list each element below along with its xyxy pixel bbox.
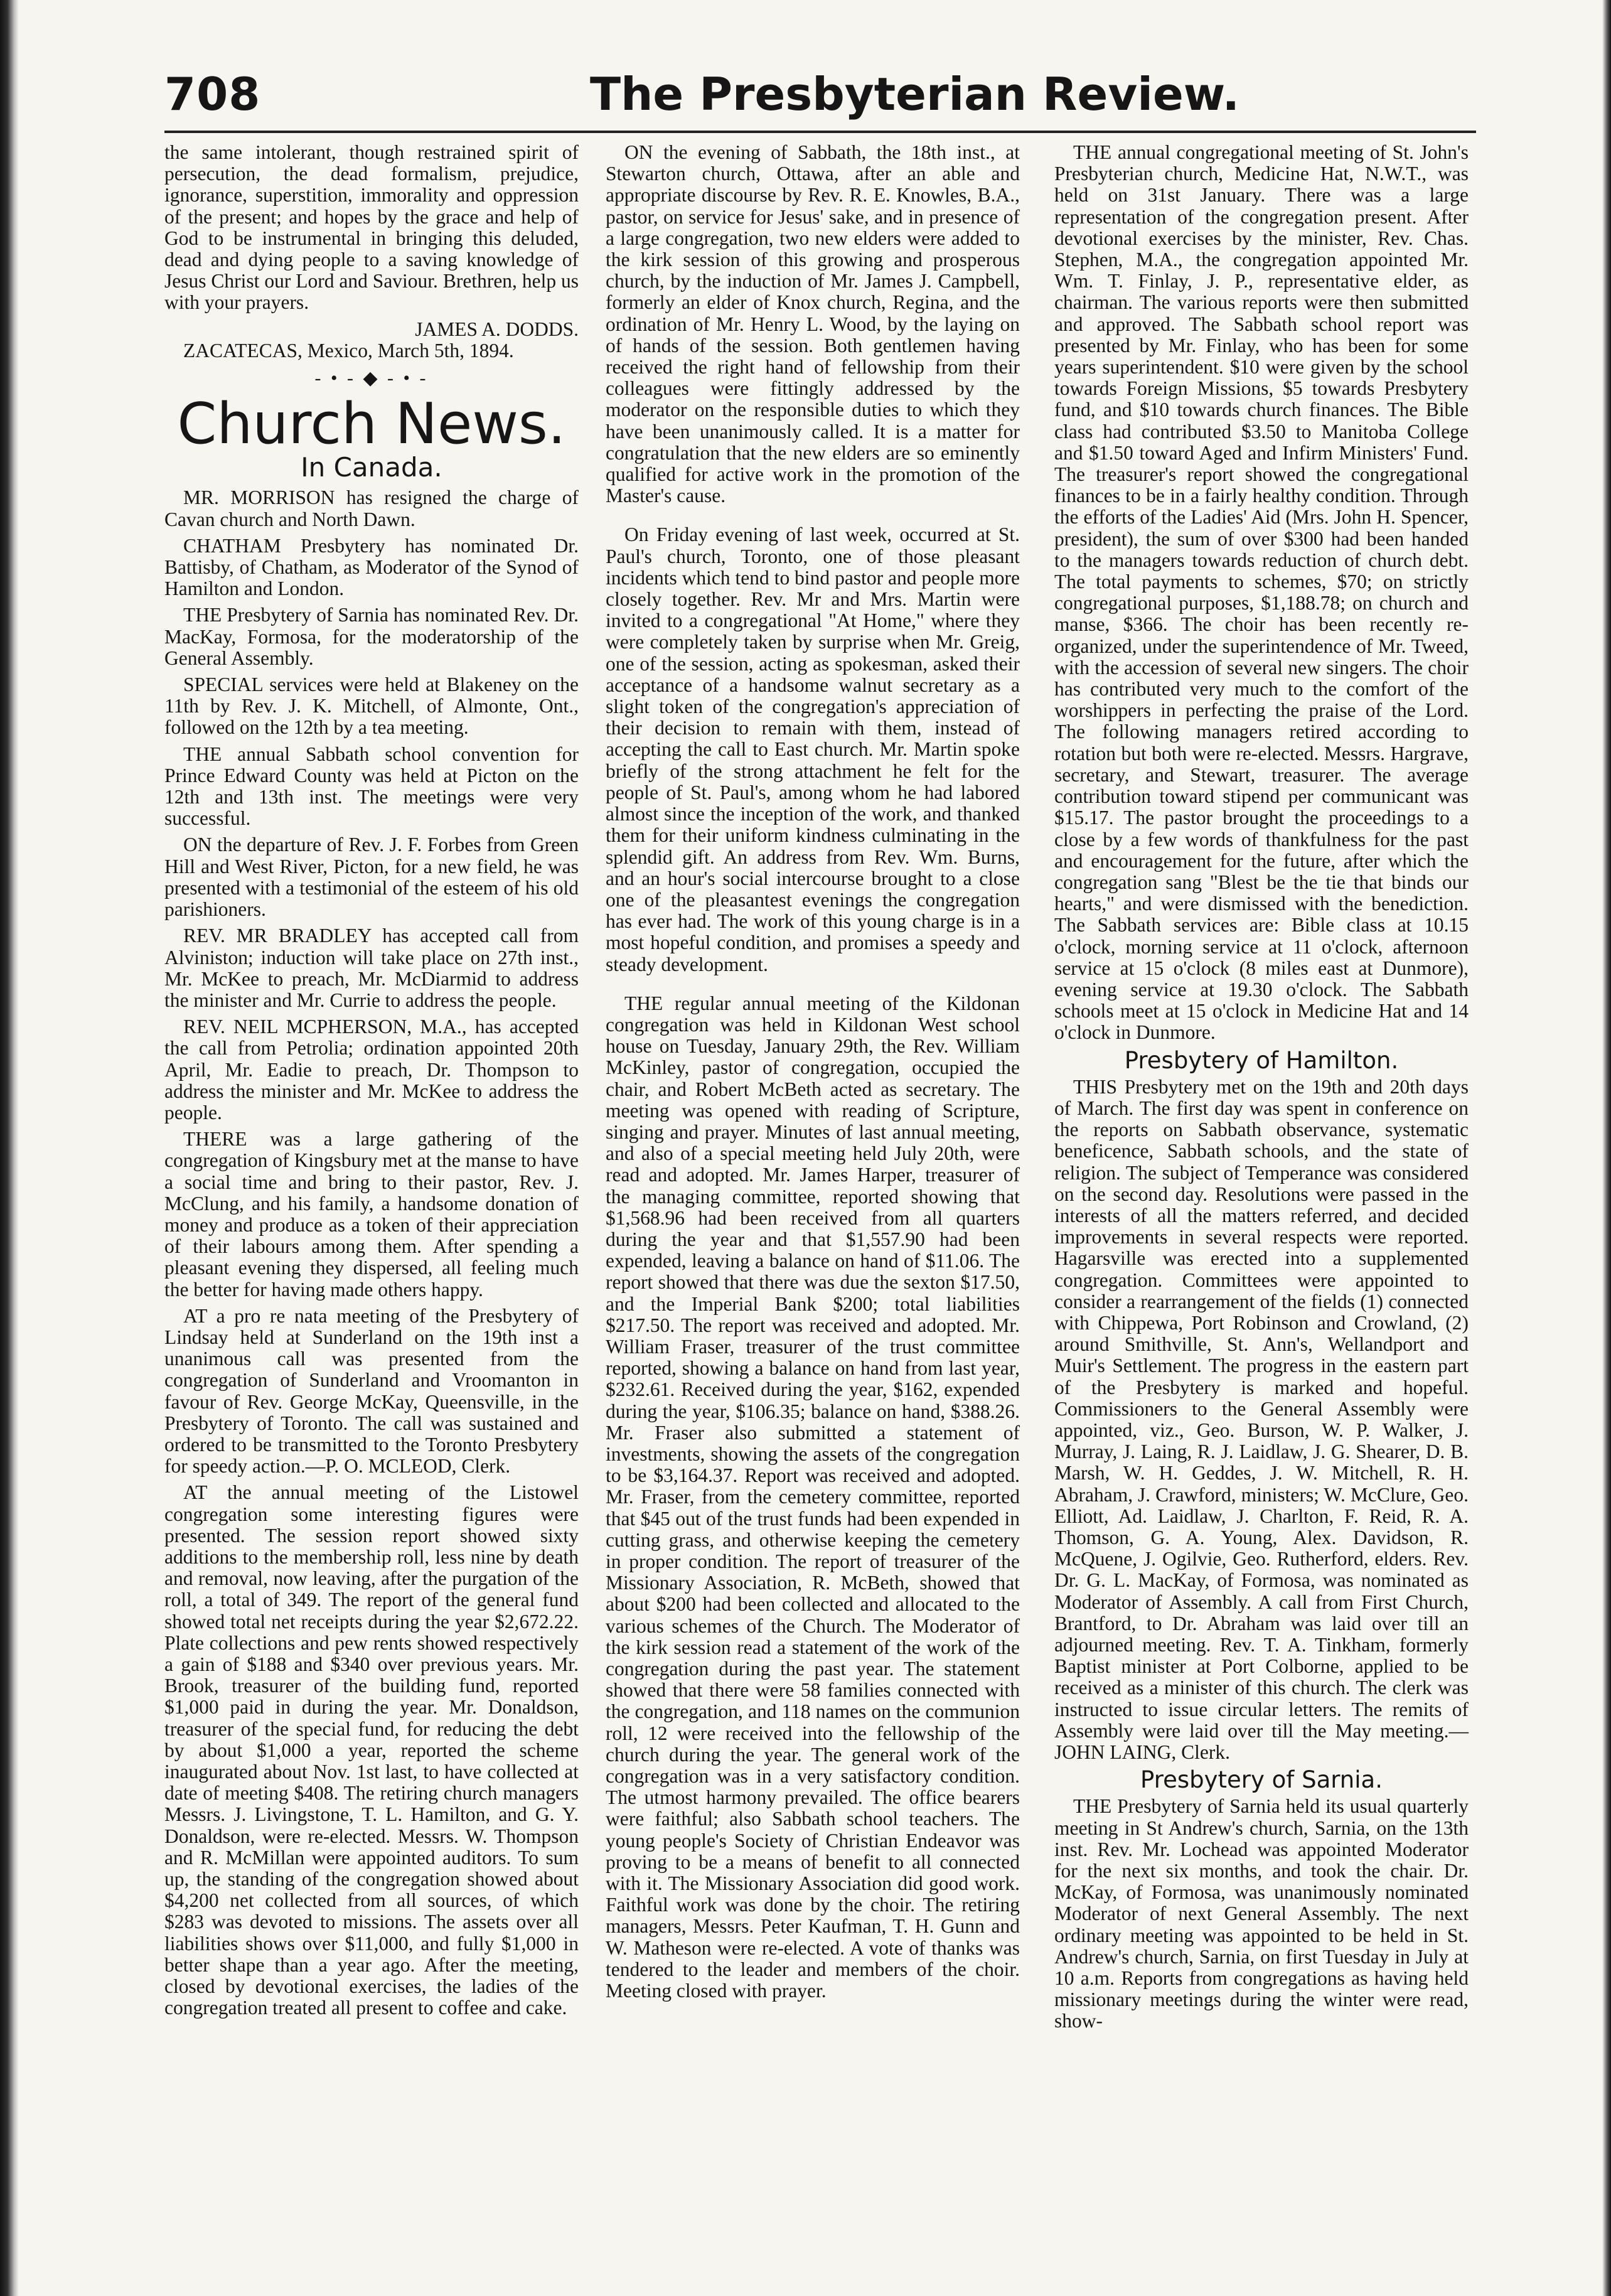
column-1-intro: the same intolerant, though restrained spirit of persecution, the dead formalism, prejudice, ignorance, superstition, immorality and oppression of the present; and hopes by the grace and help of God to be instrumental in bringing this deluded, dead and dying people to a saving knowledge of Jesus Christ our Lord and Saviour. Brethren, help us with your prayers. [164,141,579,314]
scan-right-edge [1602,0,1611,2296]
hamilton-heading: Presbytery of Hamilton. [1124,1046,1399,1074]
section-title: Church News. [177,391,566,458]
scan-left-edge [0,0,19,2296]
sarnia-report: THE Presbytery of Sarnia held its usual quarterly meeting in St Andrew's church, Sarnia, on the 13th inst. Rev. Mr. Lochead was appointed Moderator for the next six months, and took the chair. Dr. McKay, of Formosa, was unanimously nominated Moderator of next General Assembly. The next ordinary meeting was appointed to be held in St. Andrew's church, Sarnia, on first Tuesday in July at 10 a.m. Reports from congregations as having held missionary meetings during the winter were read, show- [1054,1795,1469,2032]
news-item: MR. MORRISON has resigned the charge of Cavan church and North Dawn. [164,486,579,530]
news-item: On Friday evening of last week, occurred at St. Paul's church, Toronto, one of those pleasant incidents which tend to bind pastor and people more closely together. Rev. Mr and Mrs. Martin were invited to a congregational "At Home," where they were completely taken by surprise when Mr. Greig, one of the session, acting as spokesman, asked their acceptance of a handsome walnut secretary as a slight token of the congregation's appreciation of their decision to remain with them, instead of accepting the call to East church. Mr. Martin spoke briefly of the strong attachment he felt for the people of St. Paul's, among whom he had labored almost since the inception of the work, and thanked them for their uniform kindness culminating in the splendid gift. An address from Rev. Wm. Burns, and an hour's social intercourse brought to a close one of the pleasantest evenings the congregation has ever had. The work of this young charge is in a most hopeful condition, and promises a speedy and steady development. [606,523,1020,975]
news-item: ON the departure of Rev. J. F. Forbes from Green Hill and West River, Picton, for a new field, he was presented with a testimonial of the esteem of his old parishioners. [164,834,579,921]
hamilton-report: THIS Presbytery met on the 19th and 20th days of March. The first day was spent in conference on the reports on Sabbath observance, systematic beneficence, Sabbath schools, and the state of religion. The subject of Temperance was considered on the second day. Resolutions were passed in the interests of all the matters referred, and decided improvements in several respects were reported. Hagarsville was erected into a supplemented congregation. Committees were appointed to consider a rearrangement of the fields (1) connected with Chippewa, Port Robinson and Crowland, (2) around Smithville, St. Ann's, Wellandport and Muir's Settlement. The progress in the eastern part of the Presbytery is marked and hopeful. Commissioners to the General Assembly were appointed, viz., Geo. Burson, W. P. Walker, J. Murray, J. Laing, R. J. Laidlaw, J. G. Shearer, D. B. Marsh, W. H. Geddes, J. W. Mitchell, R. H. Abraham, J. Crawford, ministers; W. McClure, Geo. Elliott, Ad. Laidlaw, J. Charlton, F. Reid, R. A. Thomson, G. A. Young, Alex. Davidson, R. McQuene, J. Ogilvie, Geo. Rutherford, elders. Rev. Dr. G. L. MacKay, of Formosa, was nominated as Moderator of Assembly. A call from First Church, Brantford, to Dr. Abraham was laid over till an adjourned meeting. Rev. T. A. Tinkham, formerly Baptist minister at Port Colborne, applied to be received as a minister of this church. The clerk was instructed to issue circular letters. The remits of Assembly were laid over till the May meeting.—JOHN LAING, Clerk. [1054,1075,1469,1764]
news-item: AT the annual meeting of the Listowel congregation some interesting figures were presented. The session report showed sixty additions to the membership roll, less nine by death and removal, now leaving, after the purgation of the roll, a total of 349. The report of the general fund showed total net receipts during the year $2,672.22. Plate collections and pew rents showed respectively a gain of $188 and $340 over previous years. Mr. Brook, treasurer of the building fund, reported $1,000 paid in during the year. Mr. Donaldson, treasurer of the special fund, for reducing the debt by about $1,000 a year, reported the scheme inaugurated about Nov. 1st last, to have collected at date of meeting $408. The retiring church managers Messrs. J. Livingstone, T. L. Hamilton, and G. Y. Donaldson, were re-elected. Messrs. W. Thompson and R. McMillan were appointed auditors. To sum up, the standing of the congregation showed about $4,200 net collected from all sources, of which $283 was devoted to missions. The assets over all liabilities shows over $11,000, and fully $1,000 in better shape than a year ago. After the meeting, closed by devotional exercises, the ladies of the congregation treated all present to coffee and cake. [164,1481,579,2019]
dateline: ZACATECAS, Mexico, March 5th, 1894. [183,339,514,362]
column-3 [1054,142,1469,2037]
news-item: THE Presbytery of Sarnia has nominated Rev. Dr. MacKay, Formosa, for the moderatorship of the General Assembly. [164,604,579,669]
news-item: AT a pro re nata meeting of the Presbytery of Lindsay held at Sunderland on the 19th inst a unanimous call was presented from the congregation of Sunderland and Vroomanton in favour of Rev. George McKay, Queensville, in the Presbytery of Toronto. The call was sustained and ordered to be transmitted to the Toronto Presbytery for speedy action.—P. O. MCLEOD, Clerk. [164,1304,579,1478]
news-item: THE annual congregational meeting of St. John's Presbyterian church, Medicine Hat, N.W.T., was held on 31st January. There was a large representation of the congregation present. After devotional exercises by the minister, Rev. Chas. Stephen, M.A., the congregation appointed Mr. Wm. T. Finlay, J. P., representative elder, as chairman. The various reports were then submitted and approved. The Sabbath school report was presented by Mr. Finlay, who has been for some years superintendent. $10 were given by the school towards Foreign Missions, $5 towards Presbytery fund, and $10 towards church finances. The Bible class had contributed $3.50 to Manitoba College and $1.50 toward Aged and Infirm Ministers' Fund. The treasurer's report showed the congregational finances to be in a fairly healthy condition. Through the efforts of the Ladies' Aid (Mrs. John H. Spencer, president), the sum of over $300 had been handed to the managers towards reduction of church debt. The total payments to schemes, $70; on strictly congregational purposes, $1,188.78; on church and manse, $366. The choir has been recently re-organized, under the superintendence of Mr. Tweed, with the accession of several new singers. The choir has contributed very much to the comfort of the worshippers in perfecting the praise of the Lord. The following managers retired according to rotation but both were re-elected. Messrs. Hargrave, secretary, and Stewart, treasurer. The average contribution toward stipend per communicant was $15.17. The pastor brought the proceedings to a close by a few words of thankfulness for the past and encouragement for the future, after which the congregation sang "Blest be the tie that binds our hearts," and were dismissed with the benediction. The Sabbath services are: Bible class at 10.15 o'clock, morning service at 11 o'clock, afternoon service at 15 o'clock (8 miles east at Dunmore), evening service at 19.30 o'clock. The Sabbath schools meet at 15 o'clock in Medicine Hat and 14 o'clock in Dunmore. [1054,141,1469,1044]
news-item: SPECIAL services were held at Blakeney on the 11th by Rev. J. K. Mitchell, of Almonte, Ont., followed on the 12th by a tea meeting. [164,673,579,739]
signature: JAMES A. DODDS. [415,318,579,340]
section-ornament: - • - ◆ - • - [314,368,429,389]
news-item: REV. MR BRADLEY has accepted call from Alviniston; induction will take place on 27th inst., Mr. McKee to preach, Mr. McDiarmid to address the minister and Mr. Currie to address the people. [164,925,579,1011]
news-item: ON the evening of Sabbath, the 18th inst., at Stewarton church, Ottawa, after an able and appropriate discourse by Rev. R. E. Knowles, B.A., pastor, on service for Jesus' sake, and in presence of a large congregation, two new elders were added to the kirk session of this growing and prosperous church, by the induction of Mr. James J. Campbell, formerly an elder of Knox church, Regina, and the ordination of Mr. Henry L. Wood, by the laying on of hands of the session. Both gentlemen having received the right hand of fellowship from their colleagues were fittingly addressed by the moderator on the responsible duties to which they have been unanimously called. It is a matter for congratulation that the new elders are so eminently qualified for active work in the promotion of the Master's cause. [606,141,1020,507]
news-item: CHATHAM Presbytery has nominated Dr. Battisby, of Chatham, as Moderator of the Synod of Hamilton and London. [164,534,579,600]
news-item: THERE was a large gathering of the congregation of Kingsbury met at the manse to have a social time and bring to their pastor, Rev. J. McClung, and his family, a handsome donation of money and produce as a token of their appreciation of their labours among them. After spending a pleasant evening they dispersed, all feeling much the better for having made others happy. [164,1128,579,1301]
column-2 [606,142,1020,2007]
news-item: THE regular annual meeting of the Kildonan congregation was held in Kildonan West school house on Tuesday, January 29th, the Rev. William McKinley, pastor of congregation, occupied the chair, and Robert McBeth acted as secretary. The meeting was opened with reading of Scripture, singing and prayer. Minutes of last annual meeting, and also of a special meeting held July 20th, were read and adopted. Mr. James Harper, treasurer of the managing committee, reported showing that $1,568.96 had been received from all quarters during the year and that $1,557.90 had been expended, leaving a balance on hand of $11.06. The report showed that there was due the sexton $17.50, and the Imperial Bank $200; total liabilities $217.50. The report was received and adopted. Mr. William Fraser, treasurer of the trust committee reported, showing a balance on hand from last year, $232.61. Received during the year, $162, expended during the year, $106.35; balance on hand, $388.26. Mr. Fraser also submitted a statement of investments, showing the assets of the congregation to be $3,164.37. Report was received and adopted. Mr. Fraser, from the cemetery committee, reported that $45 out of the trust funds had been expended in cutting grass, and otherwise keeping the cemetery in proper condition. The report of treasurer of the Missionary Association, R. McBeth, showed that about $200 had been collected and allocated to the various schemes of the Church. The Moderator of the kirk session read a statement of the work of the congregation during the past year. The statement showed that there were 58 families connected with the congregation, and 118 names on the communion roll, 12 were received into the fellowship of the church during the year. The general work of the congregation was in a very satisfactory condition. The utmost harmony prevailed. The office bearers were faithful; also Sabbath school teachers. The young people's Society of Christian Endeavor was proving to be a means of benefit to all connected with it. The Missionary Association did good work. Faithful work was done by the choir. The retiring managers, Messrs. Peter Kaufman, T. H. Gunn and W. Matheson were re-elected. A vote of thanks was tendered to the leader and members of the choir. Meeting closed with prayer. [606,992,1020,2002]
news-item: REV. NEIL MCPHERSON, M.A., has accepted the call from Petrolia; ordination appointed 20th April, Mr. Eadie to preach, Dr. Thompson to address the minister and Mr. McKee to address the people. [164,1016,579,1124]
column-1 [164,142,579,2024]
header-rule [164,131,1476,133]
section-subtitle: In Canada. [301,452,442,483]
sarnia-heading: Presbytery of Sarnia. [1140,1766,1383,1794]
news-item: THE annual Sabbath school convention for Prince Edward County was held at Picton on the 12th and 13th inst. The meetings were very successful. [164,743,579,830]
page-title: The Presbyterian Review. [590,68,1240,121]
page-number: 708 [164,68,261,121]
